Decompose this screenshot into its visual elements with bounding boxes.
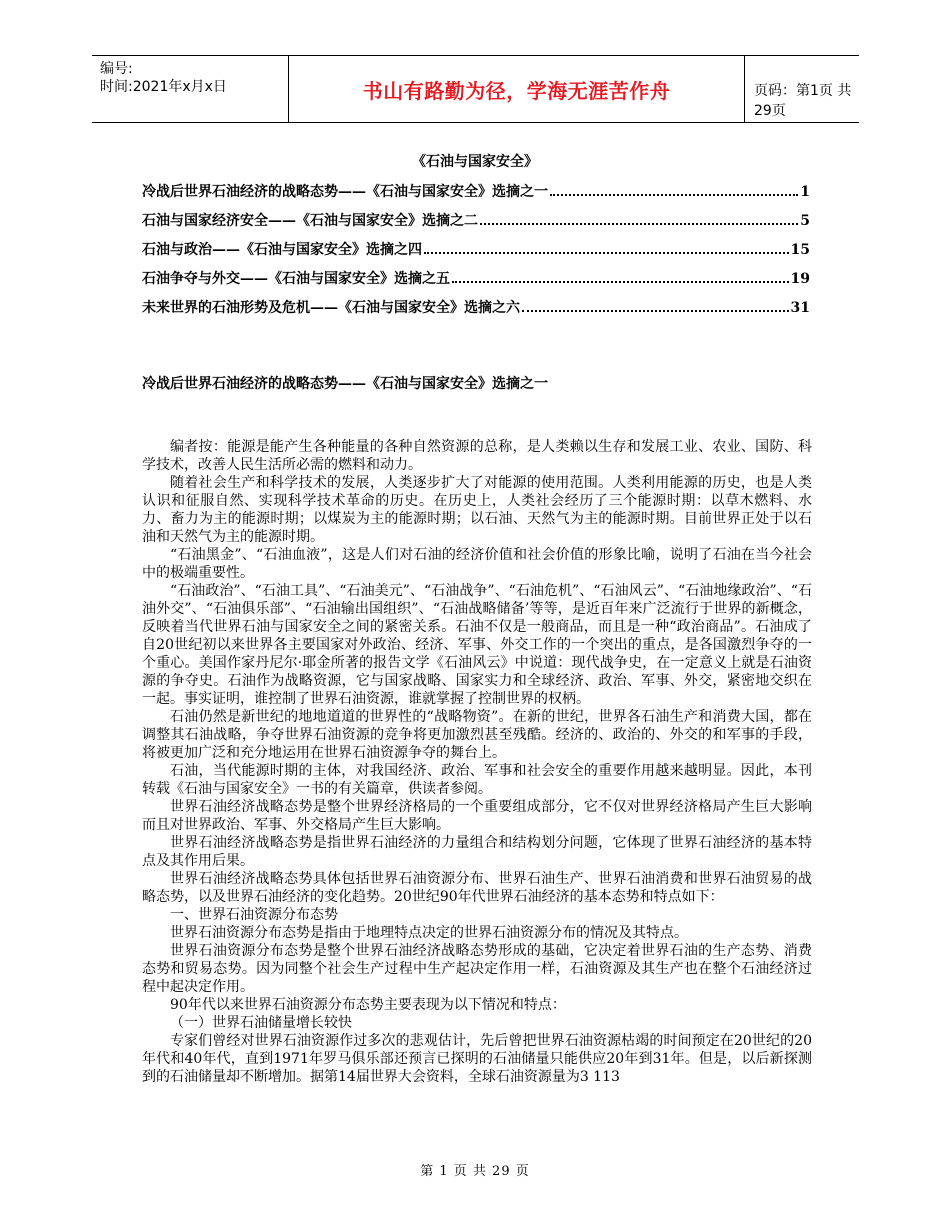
toc-entry-title: 石油争夺与外交——《石油与国家安全》选摘之五	[142, 271, 450, 287]
page-header	[92, 55, 859, 123]
toc-entry-page: 31	[790, 300, 810, 316]
toc-entry-page: 5	[800, 213, 810, 229]
body-text	[142, 438, 812, 1086]
paragraph: 石油仍然是新世纪的地地道道的世界性的“战略物资”。在新的世纪，世界各石油生产和消费大国，都在调整其石油战略，争夺世界石油资源的竞争将更加激烈甚至残酷。经济的、政治的、外交的和军事的手段，将被更加广泛和充分地运用在世界石油资源争夺的舞台上。	[142, 709, 812, 761]
toc-leader-dots	[550, 194, 798, 196]
paragraph: “石油黑金”、“石油血液”，这是人们对石油的经济价值和社会价值的形象比喻，说明了石油在当今社会中的极端重要性。	[142, 547, 812, 581]
toc-entry[interactable]	[142, 181, 810, 210]
toc-leader-dots	[522, 310, 789, 312]
paragraph: 90年代以来世界石油资源分布态势主要表现为以下情况和特点：	[170, 997, 566, 1013]
toc-entry-page: 19	[790, 271, 810, 287]
paragraph: 世界石油经济战略态势是指世界石油经济的力量组合和结构划分问题，它体现了世界石油经济的基本特点及其作用后果。	[142, 835, 812, 869]
toc-entry-title: 未来世界的石油形势及危机——《石油与国家安全》选摘之六	[142, 300, 520, 316]
subheading: （一）世界石油储量增长较快	[170, 1015, 352, 1031]
header-motto-cell	[288, 56, 745, 122]
paragraph: “石油政治”、“石油工具”、“石油美元”、“石油战争”、“石油危机”、“石油风云”、“石油地缘政治”、“石油外交”、“石油俱乐部”、“石油输出国组织”、“石油战略储备’等等，是近百年来广泛流行于世界的新概念，反映着当代世界石油与国家安全之间的紧密关系。石油不仅是一般商品，而且是一种“政治商品”。石油成了自20世纪初以来世界各主要国家对外政治、经济、军事、外交工作的一个突出的重点，是各国激烈争夺的一个重心。美国作家丹尼尔·耶金所著的报告文学《石油风云》中说道：现代战争史，在一定意义上就是石油资源的争夺史。石油作为战略资源，它与国家战略、国家实力和全球经济、政治、军事、外交，紧密地交织在一起。事实证明，谁控制了世界石油资源，谁就掌握了控制世界的权柄。	[142, 583, 812, 707]
paragraph: 世界石油经济战略态势是整个世界经济格局的一个重要组成部分，它不仅对世界经济格局产生巨大影响而且对世界政治、军事、外交格局产生巨大影响。	[142, 799, 812, 833]
toc-entry[interactable]	[142, 268, 810, 297]
toc-leader-dots	[480, 223, 798, 225]
toc-entry-title: 石油与政治——《石油与国家安全》选摘之四	[142, 242, 422, 258]
toc-leader-dots	[452, 281, 789, 283]
header-page-info: 页码：第1页 共29页	[754, 83, 852, 119]
toc-entry-page: 1	[800, 184, 810, 200]
header-motto: 书山有路勤为径，学海无涯苦作舟	[362, 78, 671, 103]
page-footer: 第 1 页 共 29 页	[420, 1164, 530, 1179]
table-of-contents	[142, 181, 810, 326]
toc-entry-page: 15	[790, 242, 810, 258]
paragraph: 世界石油资源分布态势是指由于地理特点决定的世界石油资源分布的情况及其特点。	[170, 925, 688, 941]
section-heading: 冷战后世界石油经济的战略态势——《石油与国家安全》选摘之一	[142, 376, 548, 392]
toc-leader-dots	[424, 252, 789, 254]
toc-entry[interactable]	[142, 239, 810, 268]
toc-entry-title: 石油与国家经济安全——《石油与国家安全》选摘之二	[142, 213, 478, 229]
paragraph: 专家们曾经对世界石油资源作过多次的悲观估计，先后曾把世界石油资源枯竭的时间预定在20世纪的20年代和40年代，直到1971年罗马俱乐部还预言已探明的石油储量只能供应20年到31年。但是，以后新探测到的石油储量却不断增加。据第14届世界大会资料，全球石油资源量为3 113	[142, 1033, 812, 1085]
paragraph: 世界石油经济战略态势具体包括世界石油资源分布、世界石油生产、世界石油消费和世界石油贸易的战略态势，以及世界石油经济的变化趋势。20世纪90年代世界石油经济的基本态势和特点如下：	[142, 871, 812, 905]
toc-entry-title: 冷战后世界石油经济的战略态势——《石油与国家安全》选摘之一	[142, 184, 548, 200]
toc-entry[interactable]	[142, 210, 810, 239]
header-meta	[100, 60, 227, 96]
paragraph: 石油，当代能源时期的主体，对我国经济、政治、军事和社会安全的重要作用越来越明显。因此，本刊转载《石油与国家安全》一书的有关篇章，供读者参阅。	[142, 763, 812, 797]
paragraph: 随着社会生产和科学技术的发展，人类逐步扩大了对能源的使用范围。人类利用能源的历史，也是人类认识和征服自然、实现科学技术革命的历史。在历史上，人类社会经历了三个能源时期：以草木燃料、水力、畜力为主的能源时期；以煤炭为主的能源时期；以石油、天然气为主的能源时期。目前世界正处于以石油和天然气为主的能源时期。	[142, 475, 812, 545]
document-date-label: 时间:2021年x月x日	[100, 79, 227, 95]
paragraph: 编者按：能源是能产生各种能量的各种自然资源的总称，是人类赖以生存和发展工业、农业、国防、科学技术，改善人民生活所必需的燃料和动力。	[142, 439, 812, 473]
document-title: 《石油与国家安全》	[412, 154, 538, 170]
toc-entry[interactable]	[142, 297, 810, 326]
paragraph: 世界石油资源分布态势是整个世界石油经济战略态势形成的基础，它决定着世界石油的生产态势、消费态势和贸易态势。因为同整个社会生产过程中生产起决定作用一样，石油资源及其生产也在整个石油经济过程中起决定作用。	[142, 943, 812, 995]
document-number-label: 编号:	[100, 61, 133, 77]
subheading: 一、世界石油资源分布态势	[170, 907, 338, 923]
